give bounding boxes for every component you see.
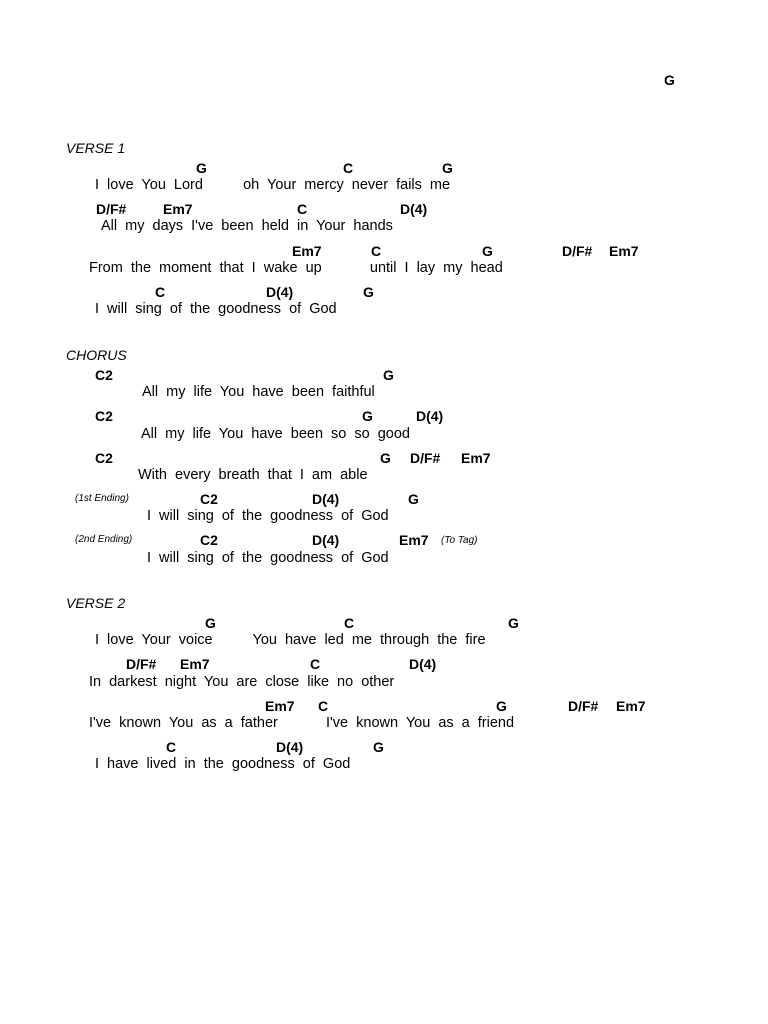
chord: D/F# bbox=[126, 656, 157, 672]
chord: Em7 bbox=[399, 532, 429, 548]
to-tag-note: (To Tag) bbox=[441, 535, 478, 546]
chord: D(4) bbox=[400, 201, 428, 217]
chord: G bbox=[508, 615, 519, 631]
chord: C bbox=[310, 656, 321, 672]
chord: Em7 bbox=[180, 656, 210, 672]
lyric-line: All my life You have been faithful bbox=[142, 384, 375, 400]
lyric-line: From the moment that I wake up until I lay my head bbox=[89, 260, 503, 276]
lyric-line: With every breath that I am able bbox=[138, 467, 368, 483]
chord: C bbox=[297, 201, 308, 217]
chord: G bbox=[482, 243, 493, 259]
lyric-line: I love Your voice You have led me through the fire bbox=[95, 632, 486, 648]
lyric-line: I've known You as a father I've known You as a friend bbox=[89, 715, 515, 731]
chord: C bbox=[318, 698, 329, 714]
lyric-line: In darkest night You are close like no other bbox=[89, 674, 395, 690]
lyric-line: All my days I've been held in Your hands bbox=[101, 218, 393, 234]
chord: Em7 bbox=[292, 243, 322, 259]
lyric-line: I have lived in the goodness of God bbox=[95, 756, 351, 772]
chord: C bbox=[343, 160, 354, 176]
chord: D(4) bbox=[312, 491, 340, 507]
chord: Em7 bbox=[163, 201, 193, 217]
chord: Em7 bbox=[461, 450, 491, 466]
chord: C2 bbox=[200, 491, 218, 507]
chord: D(4) bbox=[416, 408, 444, 424]
chord: G bbox=[373, 739, 384, 755]
chord: D(4) bbox=[409, 656, 437, 672]
chord: D/F# bbox=[562, 243, 593, 259]
chord: G bbox=[496, 698, 507, 714]
chord: D(4) bbox=[312, 532, 340, 548]
chord: Em7 bbox=[609, 243, 639, 259]
chord: C bbox=[166, 739, 177, 755]
lyric-line: I will sing of the goodness of God bbox=[147, 550, 389, 566]
chord: C bbox=[371, 243, 382, 259]
chord: Em7 bbox=[265, 698, 295, 714]
chord: Em7 bbox=[616, 698, 646, 714]
ending-label: (1st Ending) bbox=[75, 493, 129, 504]
section-title: CHORUS bbox=[66, 347, 127, 363]
chord: D(4) bbox=[276, 739, 304, 755]
chord: C2 bbox=[200, 532, 218, 548]
lyric-line: I will sing of the goodness of God bbox=[147, 508, 389, 524]
section-title: VERSE 2 bbox=[66, 595, 126, 611]
song-key: G bbox=[664, 72, 675, 88]
chord: C2 bbox=[95, 408, 113, 424]
lyric-line: I will sing of the goodness of God bbox=[95, 301, 337, 317]
chord: D/F# bbox=[96, 201, 127, 217]
chord: C bbox=[344, 615, 355, 631]
chord: G bbox=[205, 615, 216, 631]
chord: D(4) bbox=[266, 284, 294, 300]
chord: G bbox=[363, 284, 374, 300]
chord: C2 bbox=[95, 450, 113, 466]
chord: G bbox=[362, 408, 373, 424]
chord: G bbox=[442, 160, 453, 176]
section-title: VERSE 1 bbox=[66, 140, 126, 156]
chord: D/F# bbox=[568, 698, 599, 714]
lyric-line: All my life You have been so so good bbox=[141, 426, 410, 442]
chord: C2 bbox=[95, 367, 113, 383]
chord: G bbox=[383, 367, 394, 383]
chord: G bbox=[408, 491, 419, 507]
chord: C bbox=[155, 284, 166, 300]
lyric-line: I love You Lord oh Your mercy never fails me bbox=[95, 177, 451, 193]
chord: D/F# bbox=[410, 450, 441, 466]
ending-label: (2nd Ending) bbox=[75, 534, 133, 545]
chord: G bbox=[380, 450, 391, 466]
chord: G bbox=[196, 160, 207, 176]
